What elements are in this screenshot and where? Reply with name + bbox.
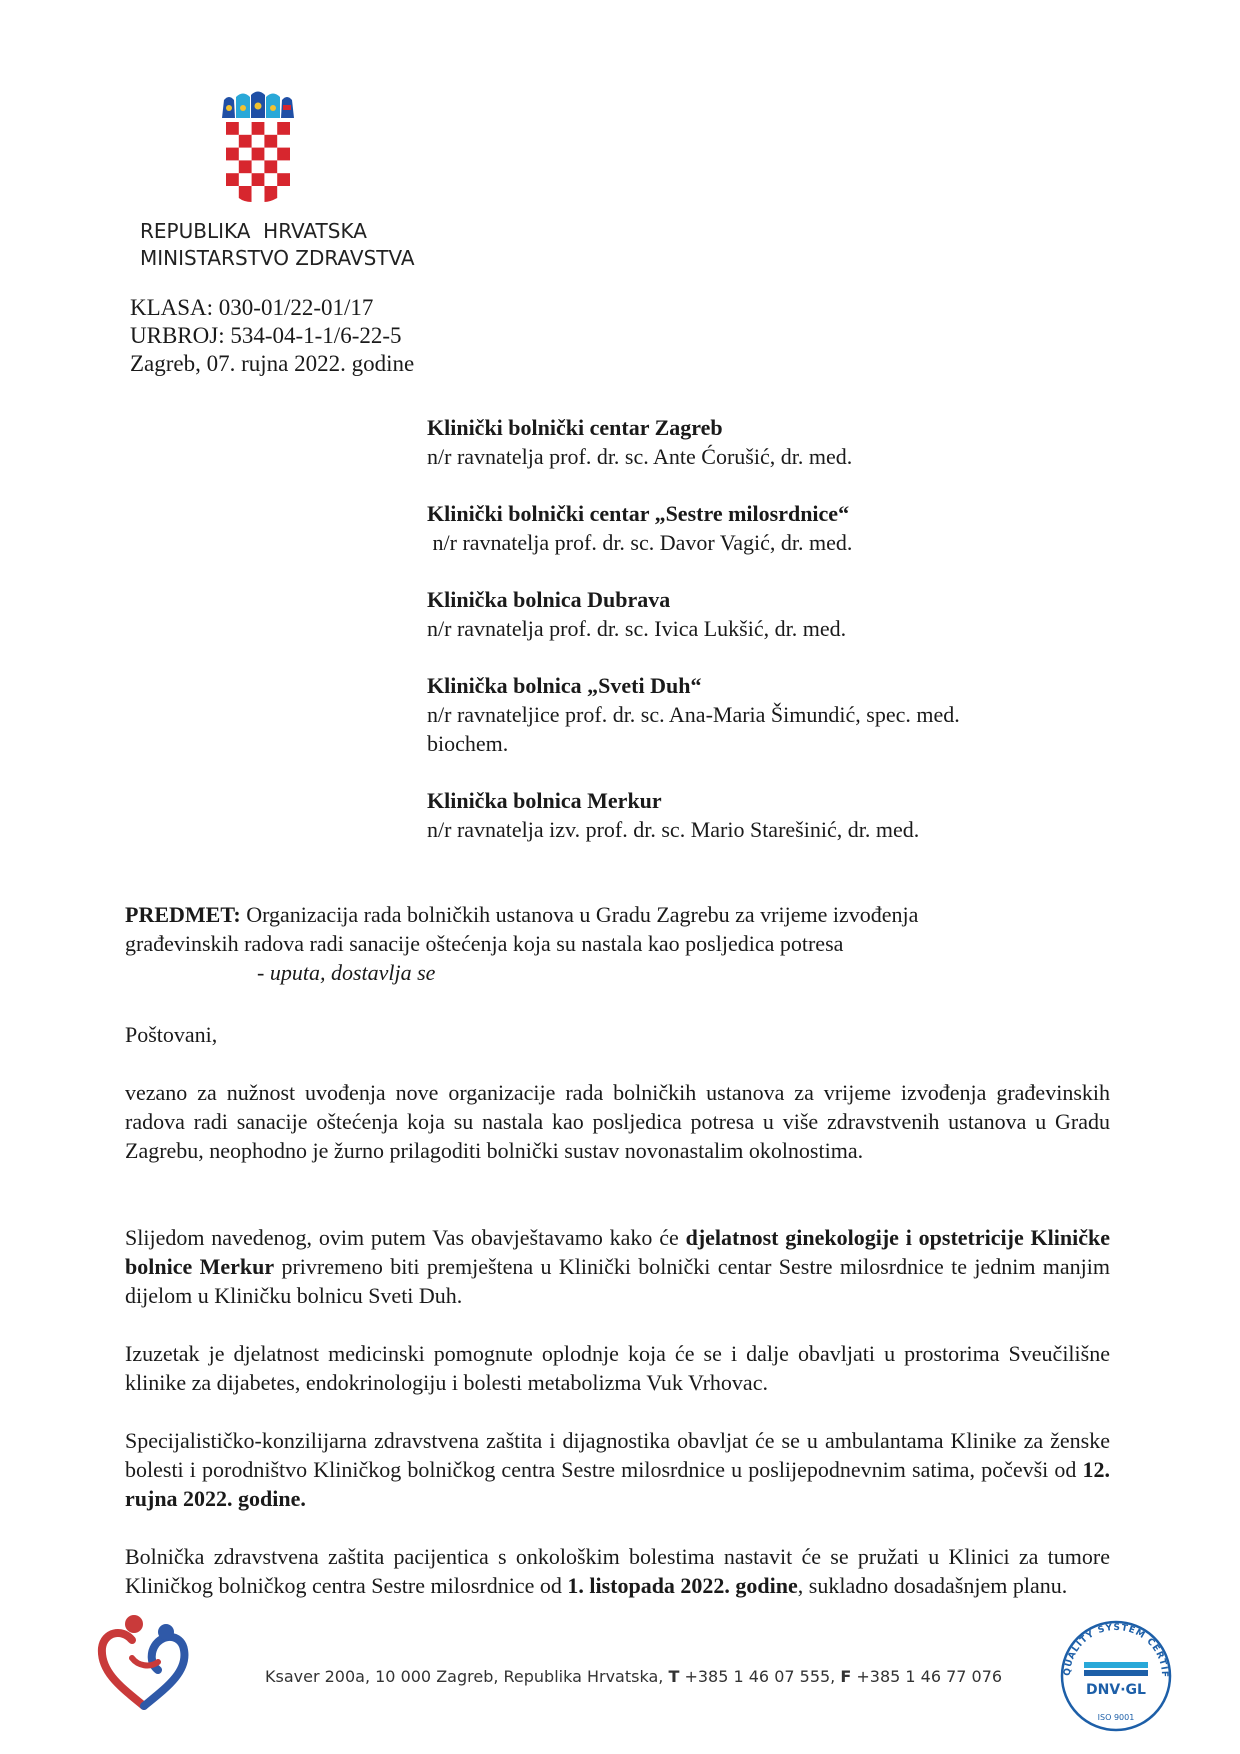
- subject-line: Organizacija rada bolničkih ustanova u Gradu Zagrebu za vrijeme izvođenja: [240, 902, 919, 927]
- recipient: [427, 413, 1047, 471]
- subject-note: - uputa, dostavlja se: [257, 960, 436, 985]
- heart-logo: [92, 1608, 198, 1714]
- recipient-name: Klinička bolnica Merkur: [427, 788, 662, 813]
- recipient-attn: n/r ravnatelja izv. prof. dr. sc. Mario Starešinić, dr. med.: [427, 817, 920, 842]
- emphasis-text: djelatnost ginekologije i opstetricije Kliničke bolnice Merkur: [125, 1225, 1110, 1279]
- document-date: Zagreb, 07. rujna 2022. godine: [130, 351, 415, 376]
- body-paragraph: [125, 1223, 1110, 1310]
- emphasis-text: 1. listopada 2022. godine: [567, 1573, 798, 1598]
- phone-number: +385 1 46 07 555,: [679, 1667, 841, 1686]
- urbroj: URBROJ: 534-04-1-1/6-22-5: [130, 323, 402, 348]
- recipient: [427, 499, 1047, 557]
- recipient-name: Klinički bolnički centar „Sestre milosrdnice“: [427, 501, 850, 526]
- recipient-attn: n/r ravnateljice prof. dr. sc. Ana-Maria Šimundić, spec. med.: [427, 702, 960, 727]
- footer-address: Ksaver 200a, 10 000 Zagreb, Republika Hrvatska,: [265, 1667, 669, 1686]
- recipient-attn: n/r ravnatelja prof. dr. sc. Ante Ćorušić, dr. med.: [427, 444, 853, 469]
- footer-contact: [265, 1667, 1002, 1686]
- text-span: privremeno biti premještena u Klinički bolnički centar Sestre milosrdnice te jednim manjim dijelom u Kliničku bolnicu Sveti Duh.: [125, 1254, 1110, 1308]
- certification-badge: [1052, 1612, 1180, 1740]
- cert-standard: ISO 9001: [1097, 1713, 1135, 1722]
- recipient-name: Klinički bolnički centar Zagreb: [427, 415, 723, 440]
- fax-label: F: [840, 1667, 852, 1686]
- subject-line: građevinskih radova radi sanacije oštećenja koja su nastala kao posljedica potresa: [125, 931, 844, 956]
- recipient-name: Klinička bolnica „Sveti Duh“: [427, 673, 702, 698]
- klasa: KLASA: 030-01/22-01/17: [130, 295, 374, 320]
- text-span: Specijalističko-konzilijarna zdravstvena zaštita i dijagnostika obavljat će se u ambulantama Klinike za ženske bolesti i porodništvo Kliničkog bolničkog centra Sestre milosrdnice u poslijepodnevnim satima, počevši od: [125, 1428, 1110, 1482]
- emphasis-text: 12. rujna 2022. godine.: [125, 1457, 1110, 1511]
- cert-ring-text: QUALITY SYSTEM CERTIF: [1062, 1622, 1170, 1679]
- body-paragraph: [125, 1426, 1110, 1513]
- text-span: Bolnička zdravstvena zaštita pacijentica s onkološkim bolestima nastavit će se pružati u Klinici za tumore Kliničkog bolničkog centra Sestre milosrdnice od: [125, 1544, 1110, 1598]
- text-span: Slijedom navedenog, ovim putem Vas obavještavamo kako će: [125, 1225, 686, 1250]
- ministry-name: MINISTARSTVO ZDRAVSTVA: [140, 246, 415, 270]
- fax-number: +385 1 46 77 076: [851, 1667, 1003, 1686]
- recipient-attn: n/r ravnatelja prof. dr. sc. Ivica Lukšić, dr. med.: [427, 616, 847, 641]
- issuer-block: [140, 218, 415, 272]
- reference-block: [130, 294, 414, 378]
- phone-label: T: [668, 1667, 680, 1686]
- subject-block: [125, 900, 1115, 987]
- cert-brand: DNV·GL: [1086, 1682, 1146, 1698]
- subject-label: PREDMET:: [125, 902, 241, 927]
- body-paragraph: Izuzetak je djelatnost medicinski pomognute oplodnje koja će se i dalje obavljati u prostorima Sveučilišne klinike za dijabetes, endokrinologiju i bolesti metabolizma Vuk Vrhovac.: [125, 1341, 1110, 1395]
- country-name: REPUBLIKA HRVATSKA: [140, 219, 367, 243]
- recipient-name: Klinička bolnica Dubrava: [427, 587, 671, 612]
- recipient-attn: n/r ravnatelja prof. dr. sc. Davor Vagić, dr. med.: [427, 530, 853, 555]
- recipient: [427, 585, 1047, 643]
- recipient-attn: biochem.: [427, 731, 509, 756]
- recipients-list: [427, 413, 1047, 844]
- salutation: Poštovani,: [125, 1022, 218, 1047]
- text-span: , sukladno dosadašnjem planu.: [797, 1573, 1068, 1598]
- body-paragraph: [125, 1542, 1110, 1600]
- recipient: [427, 786, 1047, 844]
- recipient: [427, 671, 1047, 758]
- body-paragraph: vezano za nužnost uvođenja nove organizacije rada bolničkih ustanova za vrijeme izvođenja građevinskih radova radi sanacije oštećenja koja su nastala kao posljedica potresa u više zdravstvenih ustanova u Gradu Zagrebu, neophodno je žurno prilagoditi bolnički sustav novonastalim okolnostima.: [125, 1080, 1110, 1163]
- coat-of-arms: [220, 88, 296, 208]
